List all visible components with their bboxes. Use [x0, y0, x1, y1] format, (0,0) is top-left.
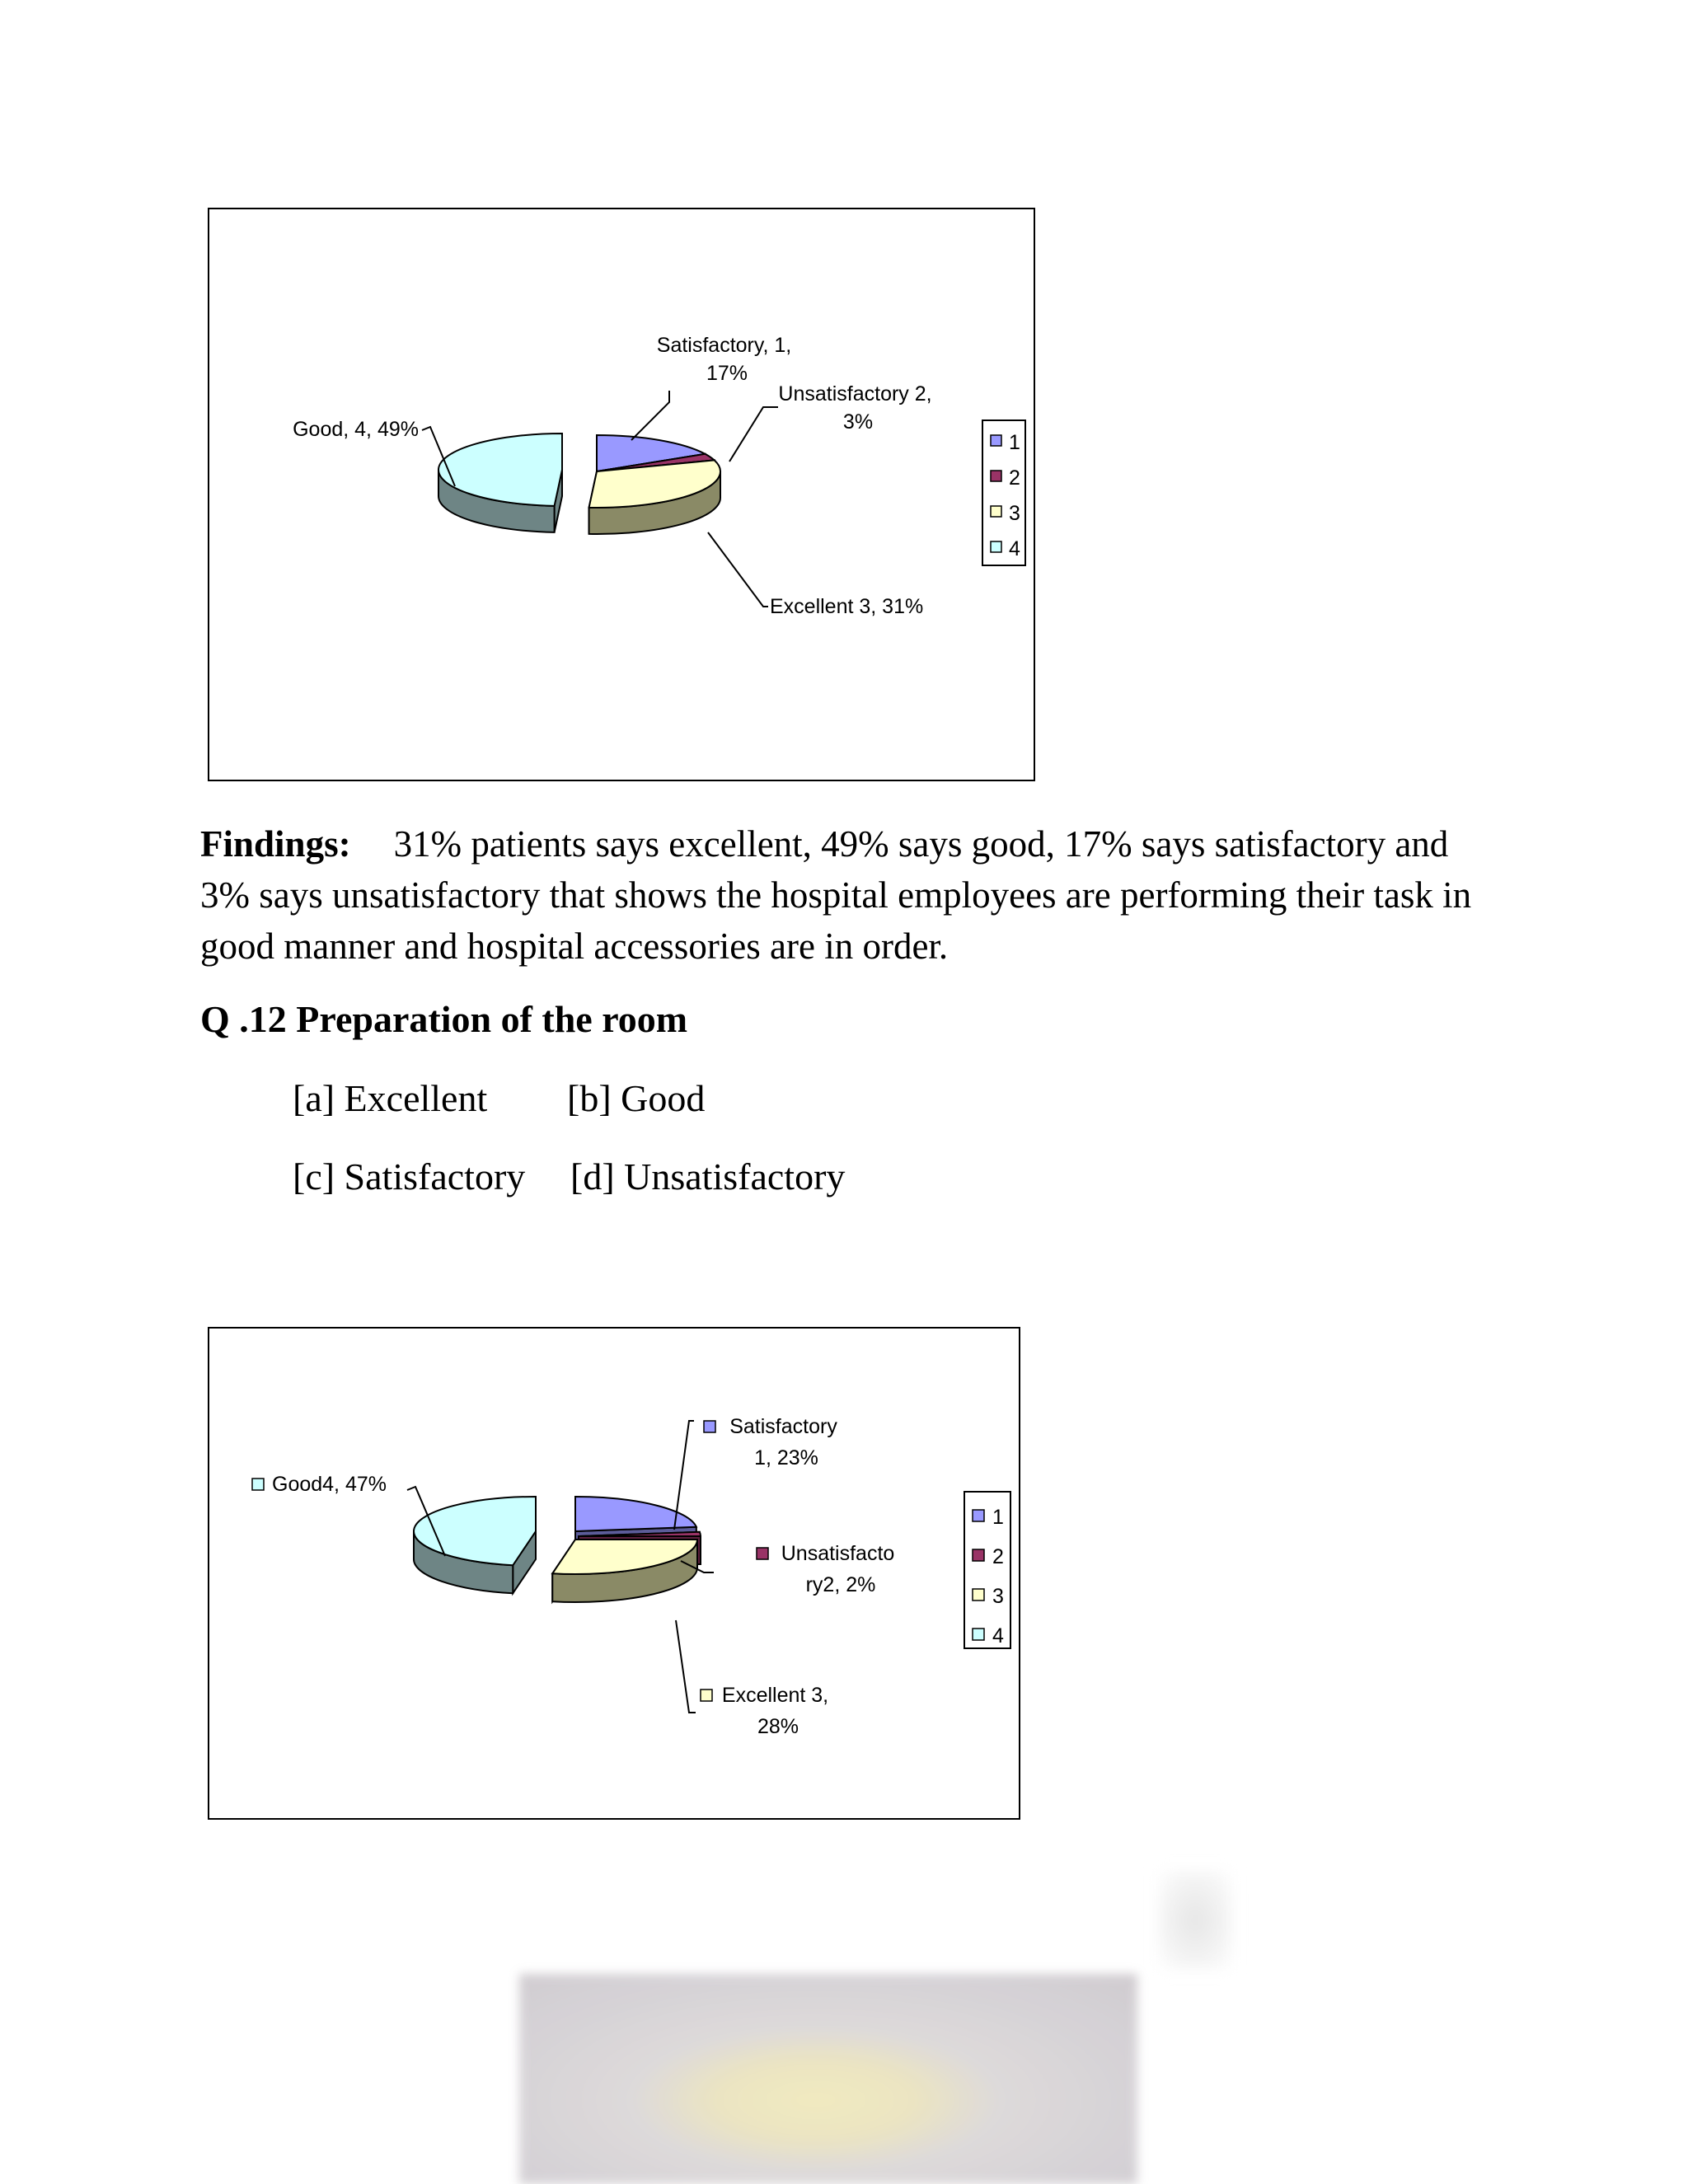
data-label-excellent: Excellent 3, 28% — [721, 1684, 829, 1738]
legend-label-4: 4 — [1009, 537, 1020, 560]
legend-label-3: 3 — [992, 1585, 1004, 1608]
leader-line-excellent — [708, 532, 768, 607]
option-c: [c] Satisfactory — [293, 1155, 526, 1197]
bleed-through-photo — [519, 1974, 1137, 2184]
legend-label-1: 1 — [992, 1506, 1004, 1529]
legend-swatch-3 — [991, 506, 1001, 517]
findings-paragraph — [200, 818, 1486, 972]
legend-swatch-2 — [991, 471, 1001, 481]
data-label-satisfactory: Satisfactory 1, 23% — [729, 1415, 837, 1469]
legend-label-4: 4 — [992, 1624, 1004, 1647]
legend-swatch-4 — [991, 541, 1001, 552]
leader-line-satisfactory — [674, 1421, 694, 1530]
pie-slices — [414, 1497, 701, 1602]
legend-swatch-1 — [991, 435, 1001, 446]
legend-label-1: 1 — [1009, 431, 1020, 454]
chart-legend — [982, 420, 1025, 565]
option-a: [a] Excellent — [293, 1077, 488, 1119]
label-swatch-excellent — [701, 1690, 712, 1701]
data-label-good: Good, 4, 49% — [293, 418, 419, 441]
data-label-unsatisfactory: Unsatisfacto ry2, 2% — [781, 1542, 895, 1596]
pie-chart-1 — [208, 208, 1035, 781]
pie-slices — [438, 434, 720, 534]
question-title: Q .12 Preparation of the room — [200, 998, 688, 1040]
legend-label-2: 2 — [1009, 466, 1020, 490]
legend-swatch-3 — [973, 1589, 984, 1601]
pie-slice-good — [414, 1497, 536, 1593]
pie-chart-2-svg — [209, 1329, 1019, 1818]
legend-swatch-4 — [973, 1629, 984, 1640]
pie-slice-good — [438, 434, 562, 532]
data-label-unsatisfactory: Unsatisfactory 2, 3% — [778, 382, 932, 434]
option-d: [d] Unsatisfactory — [570, 1155, 846, 1197]
leader-line-unsatisfactory — [729, 407, 778, 462]
leader-line-satisfactory — [631, 391, 669, 440]
data-label-excellent: Excellent 3, 31% — [770, 595, 924, 618]
pie-slice-excellent — [589, 460, 720, 534]
legend-swatch-1 — [973, 1510, 984, 1521]
label-swatch-satisfactory — [704, 1421, 715, 1432]
bleed-through-mark — [1158, 1871, 1232, 1970]
leader-line-excellent — [676, 1620, 696, 1713]
option-b: [b] Good — [567, 1077, 706, 1119]
label-swatch-unsatisfactory — [757, 1548, 768, 1559]
label-swatch-good — [252, 1479, 264, 1490]
pie-chart-1-svg — [209, 209, 1034, 780]
pie-chart-2 — [208, 1327, 1020, 1820]
chart-legend — [964, 1492, 1010, 1648]
data-label-satisfactory: Satisfactory, 1, 17% — [656, 334, 792, 385]
legend-swatch-2 — [973, 1549, 984, 1561]
legend-label-2: 2 — [992, 1545, 1004, 1568]
findings-label: Findings: — [200, 823, 351, 865]
pie-slice-excellent — [552, 1540, 697, 1602]
data-label-good: Good4, 47% — [272, 1473, 387, 1496]
legend-label-3: 3 — [1009, 502, 1020, 525]
findings-text: 31% patients says excellent, 49% says good, 17% says satisfactory and 3% says unsatisfactory that shows the hospital employees are performing their task in good manner and hospital accessories are in order. — [200, 823, 1472, 967]
